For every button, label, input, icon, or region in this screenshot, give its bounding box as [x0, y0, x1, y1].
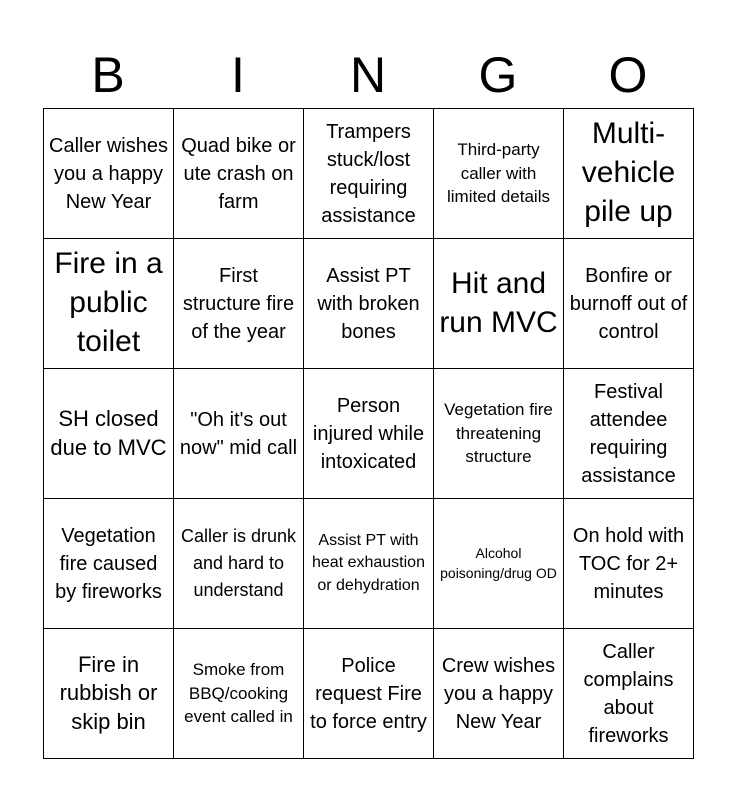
grid-row — [44, 239, 694, 369]
bingo-cell[interactable]: SH closed due to MVC — [44, 369, 174, 499]
bingo-cell[interactable]: Crew wishes you a happy New Year — [434, 629, 564, 759]
bingo-cell[interactable]: On hold with TOC for 2+ minutes — [564, 499, 694, 629]
bingo-cell[interactable]: Vegetation fire caused by fireworks — [44, 499, 174, 629]
bingo-cell[interactable]: Fire in rubbish or skip bin — [44, 629, 174, 759]
header-letter-b: B — [91, 47, 125, 103]
bingo-cell[interactable]: "Oh it's out now" mid call — [174, 369, 304, 499]
bingo-cell[interactable]: First structure fire of the year — [174, 239, 304, 369]
grid-row — [44, 499, 694, 629]
bingo-cell[interactable]: Third-party caller with limited details — [434, 109, 564, 239]
grid-row — [44, 629, 694, 759]
bingo-cell[interactable]: Trampers stuck/lost requiring assistance — [304, 109, 434, 239]
bingo-cell[interactable]: Fire in a public toilet — [44, 239, 174, 369]
header-letter-o: O — [608, 47, 648, 103]
bingo-cell[interactable]: Bonfire or burnoff out of control — [564, 239, 694, 369]
bingo-cell[interactable]: Alcohol poisoning/drug OD — [434, 499, 564, 629]
bingo-header — [43, 45, 693, 105]
bingo-cell[interactable]: Caller wishes you a happy New Year — [44, 109, 174, 239]
bingo-cell[interactable]: Festival attendee requiring assistance — [564, 369, 694, 499]
bingo-grid — [43, 108, 694, 759]
bingo-cell[interactable]: Hit and run MVC — [434, 239, 564, 369]
bingo-cell[interactable]: Caller complains about fireworks — [564, 629, 694, 759]
grid-row — [44, 109, 694, 239]
grid-row — [44, 369, 694, 499]
bingo-cell[interactable]: Multi-vehicle pile up — [564, 109, 694, 239]
bingo-cell[interactable]: Person injured while intoxicated — [304, 369, 434, 499]
bingo-cell[interactable]: Police request Fire to force entry — [304, 629, 434, 759]
header-letter-i: I — [231, 47, 245, 103]
bingo-cell[interactable]: Assist PT with heat exhaustion or dehydration — [304, 499, 434, 629]
bingo-cell[interactable]: Caller is drunk and hard to understand — [174, 499, 304, 629]
bingo-cell[interactable]: Smoke from BBQ/cooking event called in — [174, 629, 304, 759]
bingo-cell[interactable]: Assist PT with broken bones — [304, 239, 434, 369]
header-letter-g: G — [478, 47, 518, 103]
bingo-cell[interactable]: Vegetation fire threatening structure — [434, 369, 564, 499]
header-letter-n: N — [349, 47, 387, 103]
bingo-cell[interactable]: Quad bike or ute crash on farm — [174, 109, 304, 239]
